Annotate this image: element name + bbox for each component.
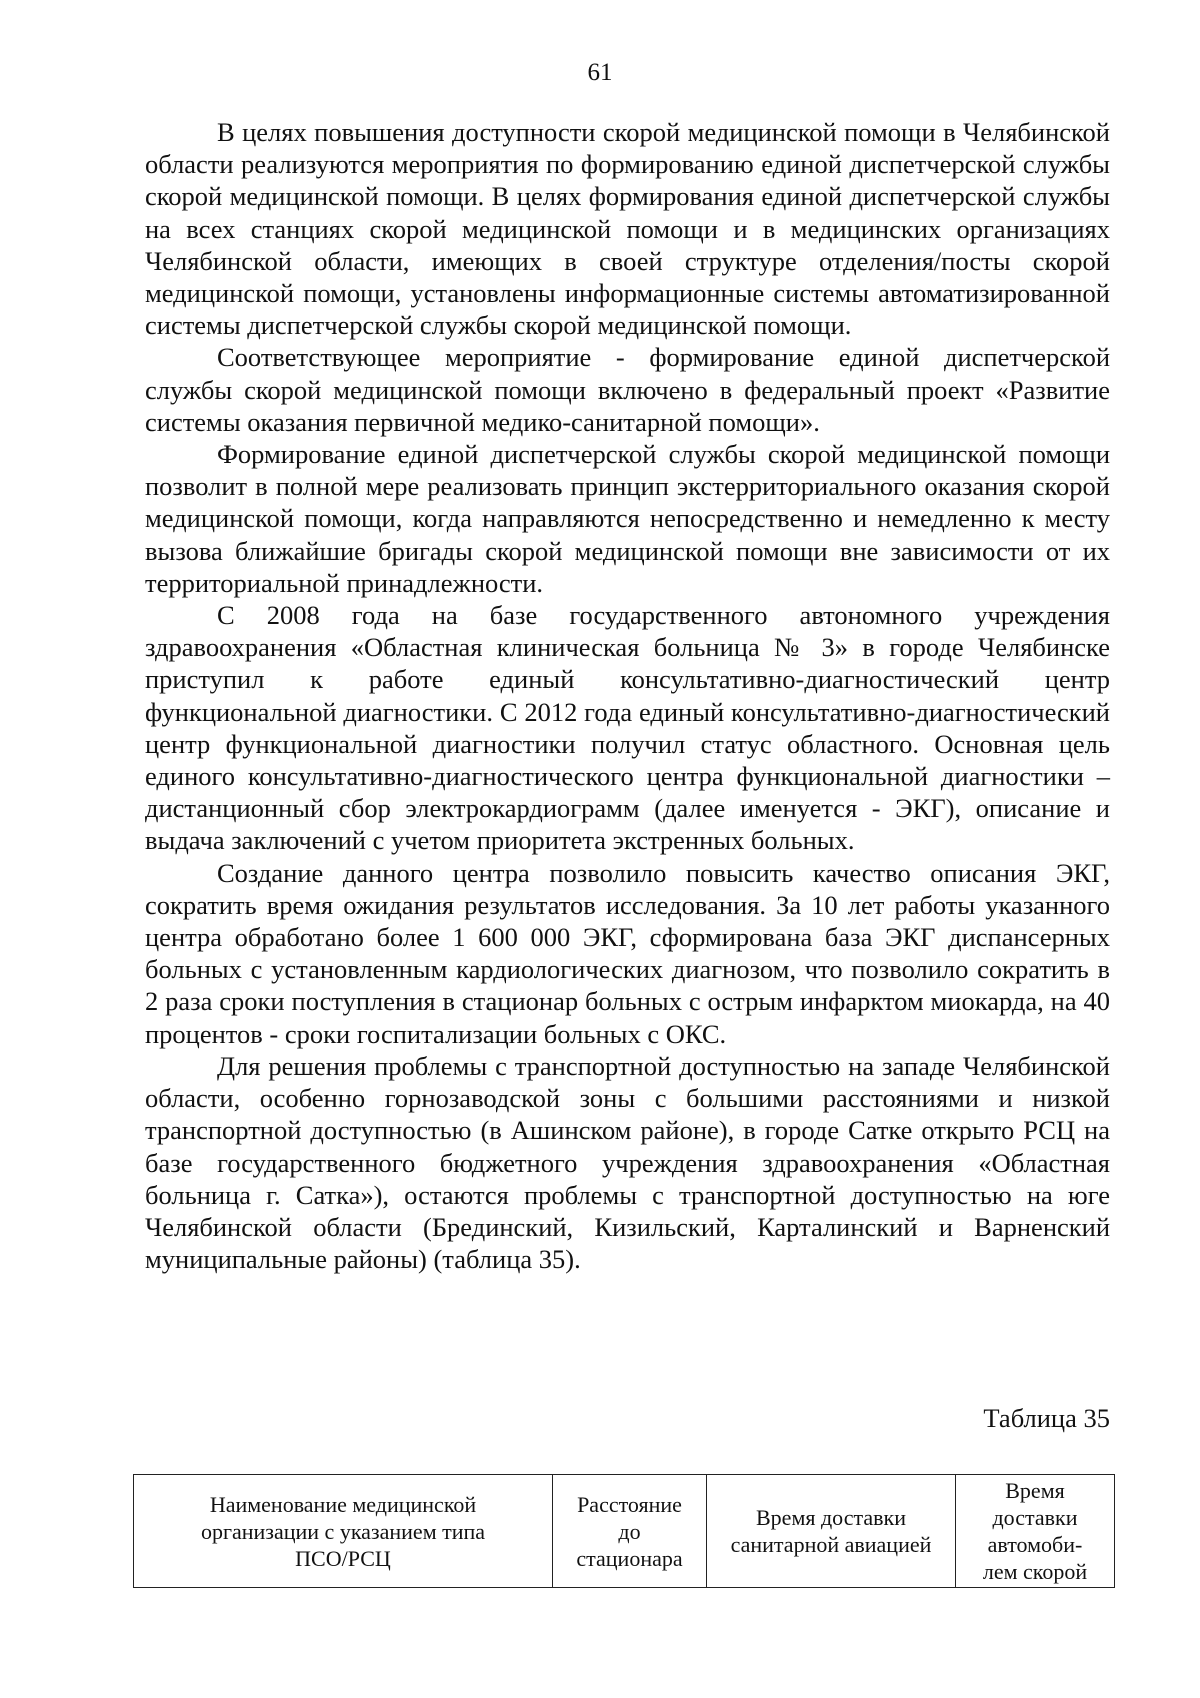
header-ambulance-delivery-time	[956, 1475, 1115, 1588]
header-line: до	[618, 1518, 641, 1544]
paragraph: С 2008 года на базе государственного автономного учреждения здравоохранения «Областная клиническая больница № 3» в городе Челябинске приступил к работе единый консультативно-диагностический центр функциональной диагностики. С 2012 года единый консультативно-диагностический центр функциональной диагностики получил статус областного. Основная цель единого консультативно-диагностического центра функциональной диагностики – дистанционный сбор электрокардиограмм (далее именуется - ЭКГ), описание и выдача заключений с учетом приоритета экстренных больных.	[145, 600, 1110, 856]
page-number: 61	[587, 59, 613, 86]
header-line: Наименование медицинской	[209, 1491, 477, 1517]
header-organization-name	[134, 1475, 553, 1588]
data-table	[133, 1474, 1115, 1588]
header-line: организации с указанием типа	[200, 1518, 486, 1544]
paragraph: Для решения проблемы с транспортной доступностью на западе Челябинской области, особенно горнозаводской зоны с большими расстояниями и низкой транспортной доступностью (в Ашинском районе), в городе Сатке открыто РСЦ на базе государственного бюджетного учреждения здравоохранения «Областная больница г. Сатка»), остаются проблемы с транспортной доступностью на юге Челябинской области (Брединский, Кизильский, Карталинский и Варненский муниципальные районы) (таблица 35).	[145, 1050, 1110, 1275]
header-line: Расстояние	[577, 1491, 682, 1517]
header-air-delivery-time	[707, 1475, 956, 1588]
table-header-row	[134, 1475, 1115, 1588]
header-line: стационара	[576, 1545, 683, 1571]
table-caption: Таблица 35	[983, 1403, 1110, 1433]
body-text	[145, 116, 1110, 1275]
paragraph: В целях повышения доступности скорой медицинской помощи в Челябинской области реализуются мероприятия по формированию единой диспетчерской службы скорой медицинской помощи. В целях формирования единой диспетчерской службы на всех станциях скорой медицинской помощи и в медицинских организациях Челябинской области, имеющих в своей структуре отделения/посты скорой медицинской помощи, установлены информационные системы автоматизированной системы диспетчерской службы скорой медицинской помощи.	[145, 117, 1110, 341]
paragraph: Создание данного центра позволило повысить качество описания ЭКГ, сократить время ожидания результатов исследования. За 10 лет работы указанного центра обработано более 1 600 000 ЭКГ, сформирована база ЭКГ диспансерных больных с установленным кардиологических диагнозом, что позволило сократить в 2 раза сроки поступления в стационар больных с острым инфарктом миокарда, на 40 процентов - сроки госпитализации больных с ОКС.	[145, 857, 1110, 1049]
header-line: Время доставки	[756, 1505, 906, 1530]
header-distance	[553, 1475, 707, 1588]
header-line: Время	[1005, 1478, 1065, 1503]
header-line: ПСО/РСЦ	[295, 1545, 391, 1571]
paragraph: Соответствующее мероприятие - формирование единой диспетчерской службы скорой медицинской помощи включено в федеральный проект «Развитие системы оказания первичной медико-санитарной помощи».	[145, 342, 1110, 437]
header-line: санитарной авиацией	[730, 1532, 932, 1557]
header-line: доставки	[992, 1505, 1078, 1530]
header-line: автомоби-	[987, 1532, 1083, 1557]
header-line: лем скорой	[982, 1559, 1088, 1584]
paragraph: Формирование единой диспетчерской службы скорой медицинской помощи позволит в полной мере реализовать принцип экстерриториального оказания скорой медицинской помощи, когда направляются непосредственно и немедленно к месту вызова ближайшие бригады скорой медицинской помощи вне зависимости от их территориальной принадлежности.	[145, 439, 1110, 598]
